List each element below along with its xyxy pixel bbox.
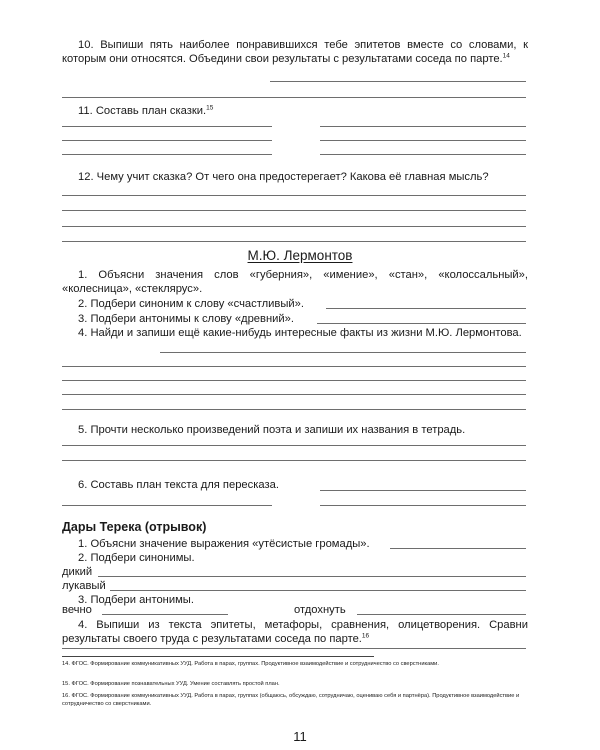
answer-line[interactable] [62,505,272,506]
word-dikiy: дикий [62,566,93,578]
footnote-16: 16. ФГОС. Формирование коммуникативных УУД. Работа в парах, группах (общаюсь, обсуждаю, сотрудничаю, оцениваю себя и партнёра). Продуктивное взаимодействие и сотрудничество со сверстниками. [62,693,520,707]
page-number: 11 [293,729,307,744]
question-11: 11. Составь план сказки.$^{15}$ [78,104,214,117]
lermontov-task-2: 2. Подбери синоним к слову «счастливый». [78,298,304,310]
answer-line[interactable] [62,241,526,242]
answer-line[interactable] [102,614,228,615]
footnote-divider [62,656,374,657]
answer-line[interactable] [62,154,272,155]
answer-line[interactable] [62,366,526,367]
answer-line[interactable] [62,648,526,649]
dary-task-2: 2. Подбери синонимы. [78,552,195,564]
answer-line[interactable] [160,352,526,353]
lermontov-task-4: 4. Найди и запиши ещё какие-нибудь интересные факты из жизни М.Ю. Лермонтова. [78,327,522,339]
answer-line[interactable] [320,154,526,155]
answer-line[interactable] [326,308,526,309]
answer-line[interactable] [62,445,526,446]
question-10: 10. Выпиши пять наиболее понравившихся тебе эпитетов вместе со словами, к которым они относятся. Объедини свои результаты с результатами соседа по парте.$^{14}$ [62,39,528,65]
answer-line[interactable] [320,126,526,127]
word-otdokhnut: отдохнуть [294,604,346,616]
lermontov-task-3: 3. Подбери антонимы к слову «древний». [78,313,294,325]
answer-line[interactable] [270,81,526,82]
answer-line[interactable] [390,548,526,549]
dary-task-1: 1. Объясни значение выражения «утёсистые громады». [78,538,370,550]
answer-line[interactable] [62,140,272,141]
answer-line[interactable] [62,460,526,461]
footnote-15: 15. ФГОС. Формирование познавательных УУД. Умение составлять простой план. [62,681,280,687]
word-lukavy: лукавый [62,580,106,592]
answer-line[interactable] [357,614,526,615]
answer-line[interactable] [98,576,526,577]
answer-line[interactable] [62,394,526,395]
answer-line[interactable] [320,140,526,141]
lermontov-task-6: 6. Составь план текста для пересказа. [78,479,279,491]
answer-line[interactable] [62,97,526,98]
answer-line[interactable] [62,195,526,196]
footnote-ref-16: 16 [361,632,370,640]
dary-task-3: 3. Подбери антонимы. [78,594,194,606]
answer-line[interactable] [62,380,526,381]
lermontov-task-1: 1. Объясни значения слов «губерния», «имение», «стан», «колоссальный», «колесница», «стеклярус». [62,269,528,295]
answer-line[interactable] [320,505,526,506]
footnote-ref-15: 15 [206,104,214,112]
question-12: 12. Чему учит сказка? От чего она предостерегает? Какова её главная мысль? [78,171,489,183]
answer-line[interactable] [62,409,526,410]
section-heading-dary-tereka: Дары Терека (отрывок) [62,520,207,534]
footnote-14: 14. ФГОС. Формирование коммуникативных УУД. Работа в парах, группах. Продуктивное взаимодействие и сотрудничество со сверстниками. [62,661,439,667]
lermontov-task-5: 5. Прочти несколько произведений поэта и запиши их названия в тетрадь. [78,424,466,436]
answer-line[interactable] [62,126,272,127]
section-title-lermontov: М.Ю. Лермонтов [247,248,353,263]
answer-line[interactable] [317,323,526,324]
word-vechno: вечно [62,604,92,616]
footnote-ref-14: 14 [502,52,510,60]
answer-line[interactable] [62,210,526,211]
dary-task-4: 4. Выпиши из текста эпитеты, метафоры, сравнения, олицетворения. Сравни результаты своего труда с результатами соседа по парте.$^{16}$ [62,619,528,645]
answer-line[interactable] [110,590,526,591]
answer-line[interactable] [62,226,526,227]
answer-line[interactable] [320,490,526,491]
